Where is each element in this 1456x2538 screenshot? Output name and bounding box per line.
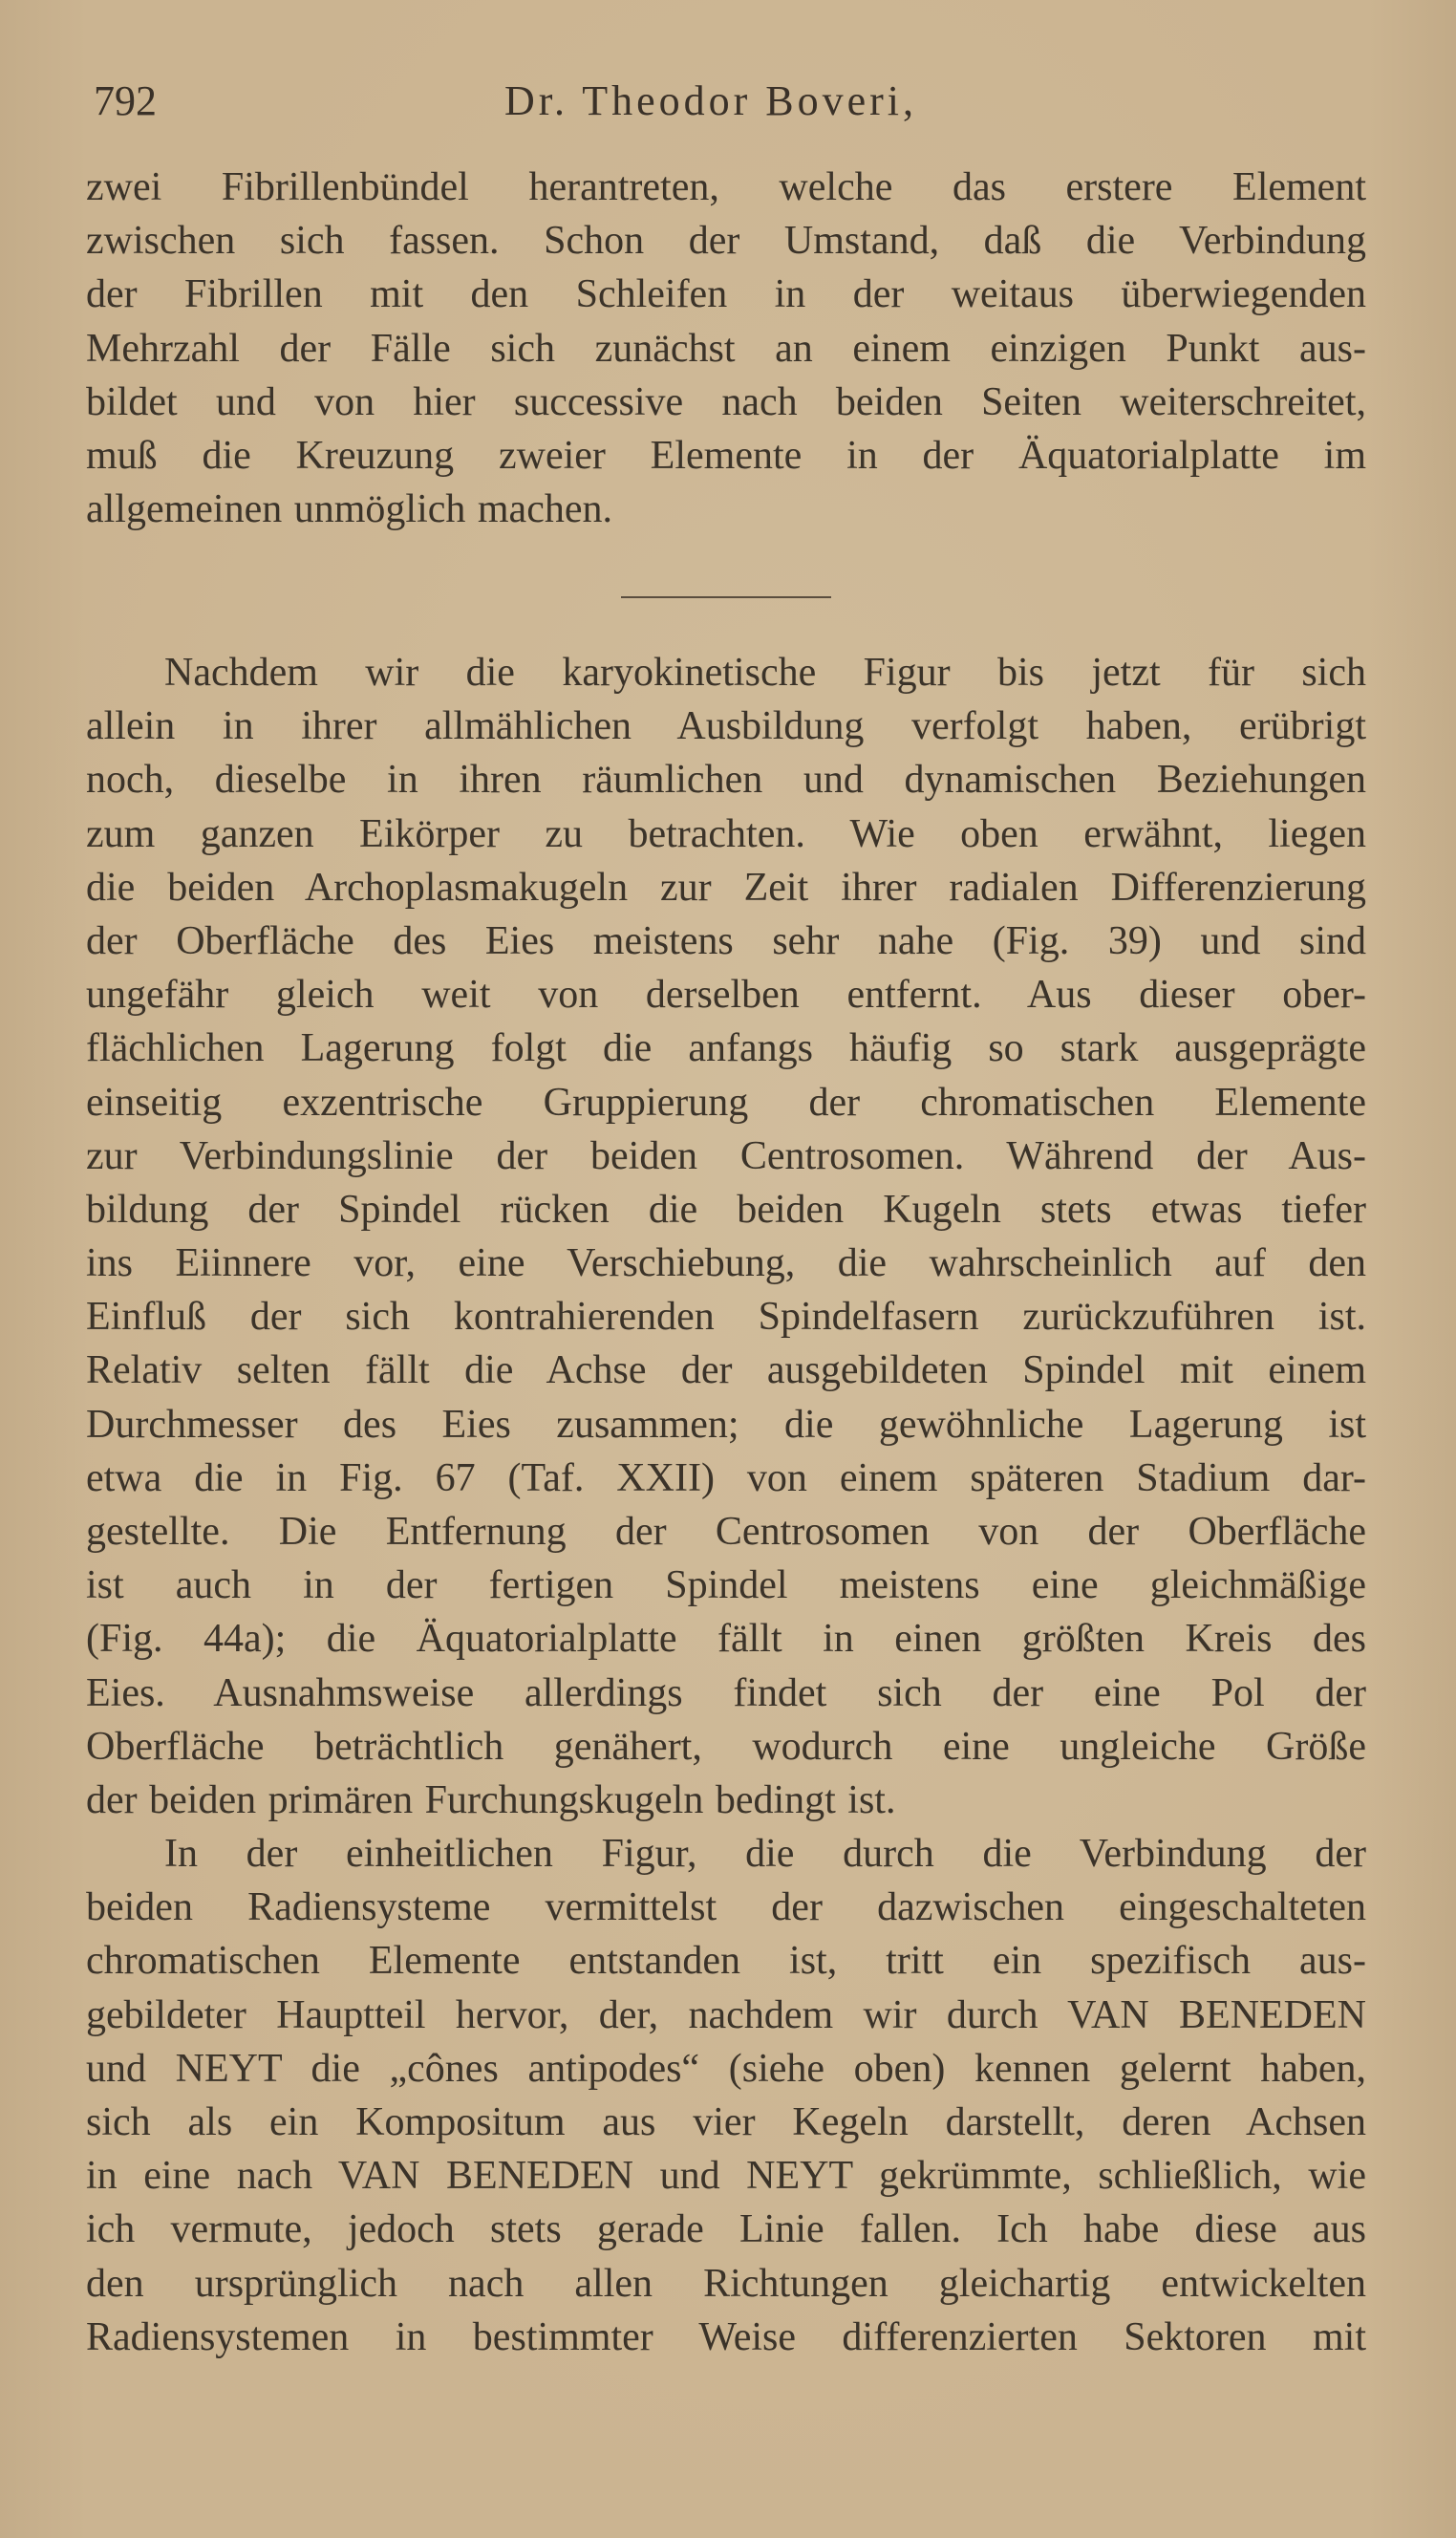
text-line: Relativ selten fällt die Achse der ausgebildeten Spindel mit einem xyxy=(86,1348,1366,1393)
paragraph-spindle-position xyxy=(86,646,1366,1827)
text-line: etwa die in Fig. 67 (Taf. XXII) von einem späteren Stadium dar- xyxy=(86,1455,1366,1500)
text-line: den ursprünglich nach allen Richtungen gleichartig entwickelten xyxy=(86,2261,1366,2306)
text-line: einseitig exzentrische Gruppierung der chromatischen Elemente xyxy=(86,1080,1366,1125)
text-line: die beiden Archoplasmakugeln zur Zeit ihrer radialen Differenzierung xyxy=(86,865,1366,910)
text-line: Durchmesser des Eies zusammen; die gewöhnliche Lagerung ist xyxy=(86,1402,1366,1447)
paragraph-continuation xyxy=(86,161,1366,536)
text-line: In der einheitlichen Figur, die durch die Verbindung der xyxy=(164,1832,1366,1876)
text-line: chromatischen Elemente entstanden ist, tritt ein spezifisch aus- xyxy=(86,1939,1366,1984)
text-line: Eies. Ausnahmsweise allerdings findet sich der eine Pol der xyxy=(86,1670,1366,1715)
running-head-title: Dr. Theodor Boveri, xyxy=(504,77,918,124)
text-line: in eine nach VAN BENEDEN und NEYT gekrümmte, schließlich, wie xyxy=(86,2154,1366,2199)
text-line: beiden Radiensysteme vermittelst der dazwischen eingeschalteten xyxy=(86,1885,1366,1930)
section-divider xyxy=(621,596,831,598)
text-line: der Fibrillen mit den Schleifen in der weitaus überwiegenden xyxy=(86,272,1366,317)
text-line: ungefähr gleich weit von derselben entfernt. Aus dieser ober- xyxy=(86,973,1366,1018)
text-line: zwei Fibrillenbündel herantreten, welche das erstere Element xyxy=(86,165,1366,209)
text-line: ich vermute, jedoch stets gerade Linie fallen. Ich habe diese aus xyxy=(86,2207,1366,2252)
text-line: (Fig. 44a); die Äquatorialplatte fällt in einen größten Kreis des xyxy=(86,1617,1366,1662)
text-line: gebildeter Hauptteil hervor, der, nachdem wir durch VAN BENEDEN xyxy=(86,1992,1366,2037)
text-line: bildet und von hier successive nach beiden Seiten weiterschreitet, xyxy=(86,379,1366,424)
text-line: muß die Kreuzung zweier Elemente in der Äquatorialplatte im xyxy=(86,433,1366,478)
text-line: und NEYT die „cônes antipodes“ (siehe oben) kennen gelernt haben, xyxy=(86,2046,1366,2091)
text-line: sich als ein Kompositum aus vier Kegeln darstellt, deren Achsen xyxy=(86,2099,1366,2144)
text-line: allein in ihrer allmählichen Ausbildung verfolgt haben, erübrigt xyxy=(86,704,1366,749)
text-line: ins Eiinnere vor, eine Verschiebung, die wahrscheinlich auf den xyxy=(86,1241,1366,1286)
paragraph-radial-systems xyxy=(86,1827,1366,2364)
text-line: zum ganzen Eikörper zu betrachten. Wie oben erwähnt, liegen xyxy=(86,811,1366,856)
text-line: Einfluß der sich kontrahierenden Spindelfasern zurückzuführen ist. xyxy=(86,1295,1366,1340)
text-line: noch, dieselbe in ihren räumlichen und dynamischen Beziehungen xyxy=(86,758,1366,803)
text-line: ist auch in der fertigen Spindel meistens eine gleichmäßige xyxy=(86,1563,1366,1608)
text-line: der Oberfläche des Eies meistens sehr nahe (Fig. 39) und sind xyxy=(86,918,1366,963)
text-line: zwischen sich fassen. Schon der Umstand, daß die Verbindung xyxy=(86,219,1366,264)
text-line: bildung der Spindel rücken die beiden Kugeln stets etwas tiefer xyxy=(86,1187,1366,1232)
text-line: gestellte. Die Entfernung der Centrosomen von der Oberfläche xyxy=(86,1510,1366,1554)
text-line: Mehrzahl der Fälle sich zunächst an einem einzigen Punkt aus- xyxy=(86,326,1366,371)
text-line: Oberfläche beträchtlich genähert, wodurch eine ungleiche Größe xyxy=(86,1724,1366,1769)
page-number: 792 xyxy=(94,77,157,124)
running-head xyxy=(94,76,1368,134)
text-line: zur Verbindungslinie der beiden Centrosomen. Während der Aus- xyxy=(86,1133,1366,1178)
text-line: der beiden primären Furchungskugeln bedingt ist. xyxy=(86,1777,896,1822)
text-line: Nachdem wir die karyokinetische Figur bis jetzt für sich xyxy=(164,651,1366,695)
text-line: Radiensystemen in bestimmter Weise differenzierten Sektoren mit xyxy=(86,2314,1366,2359)
text-line: flächlichen Lagerung folgt die anfangs häufig so stark ausgeprägte xyxy=(86,1026,1366,1071)
text-line: allgemeinen unmöglich machen. xyxy=(86,487,612,532)
